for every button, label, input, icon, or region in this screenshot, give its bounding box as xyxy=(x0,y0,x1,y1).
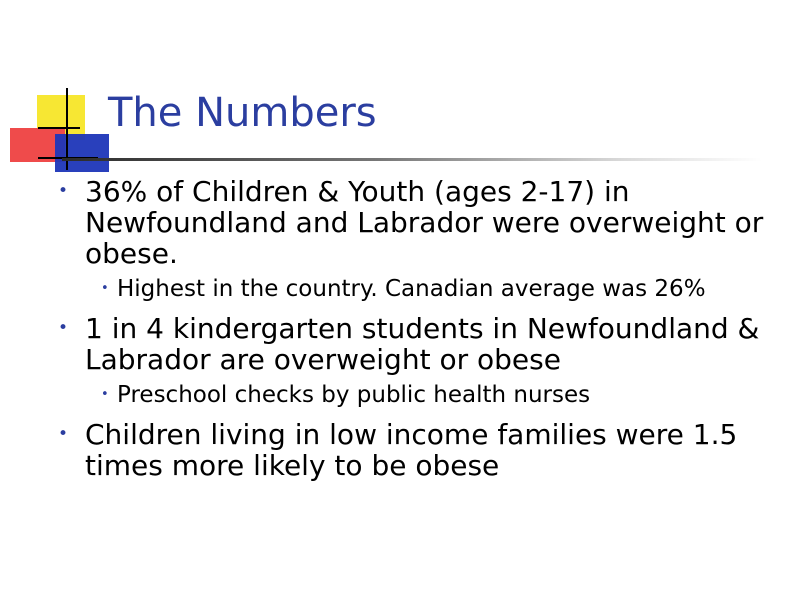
logo-horizontal-line xyxy=(38,127,80,129)
bullet-dot-icon: • xyxy=(101,387,109,402)
bullet-dot-icon: • xyxy=(58,318,69,338)
bullet-item xyxy=(56,176,776,269)
corner-logo-icon xyxy=(0,0,110,170)
bullet-list xyxy=(56,176,776,487)
bullet-text: 1 in 4 kindergarten students in Newfoundland & Labrador are overweight or obese xyxy=(85,312,760,376)
title-underline xyxy=(62,158,762,161)
bullet-text: 36% of Children & Youth (ages 2-17) in Newfoundland and Labrador were overweight or obese. xyxy=(85,175,764,270)
bullet-dot-icon: • xyxy=(58,181,69,201)
sub-bullet-text: Preschool checks by public health nurses xyxy=(117,382,591,408)
bullet-item xyxy=(56,313,776,375)
bullet-item xyxy=(56,419,776,481)
bullet-dot-icon: • xyxy=(101,281,109,296)
logo-blue-square xyxy=(55,134,109,172)
sub-bullet-text: Highest in the country. Canadian average was 26% xyxy=(117,276,706,302)
bullet-dot-icon: • xyxy=(58,424,69,444)
bullet-text: Children living in low income families were 1.5 times more likely to be obese xyxy=(85,418,738,482)
sub-bullet-item xyxy=(56,275,776,303)
sub-bullet-item xyxy=(56,381,776,409)
slide-title: The Numbers xyxy=(108,90,377,136)
